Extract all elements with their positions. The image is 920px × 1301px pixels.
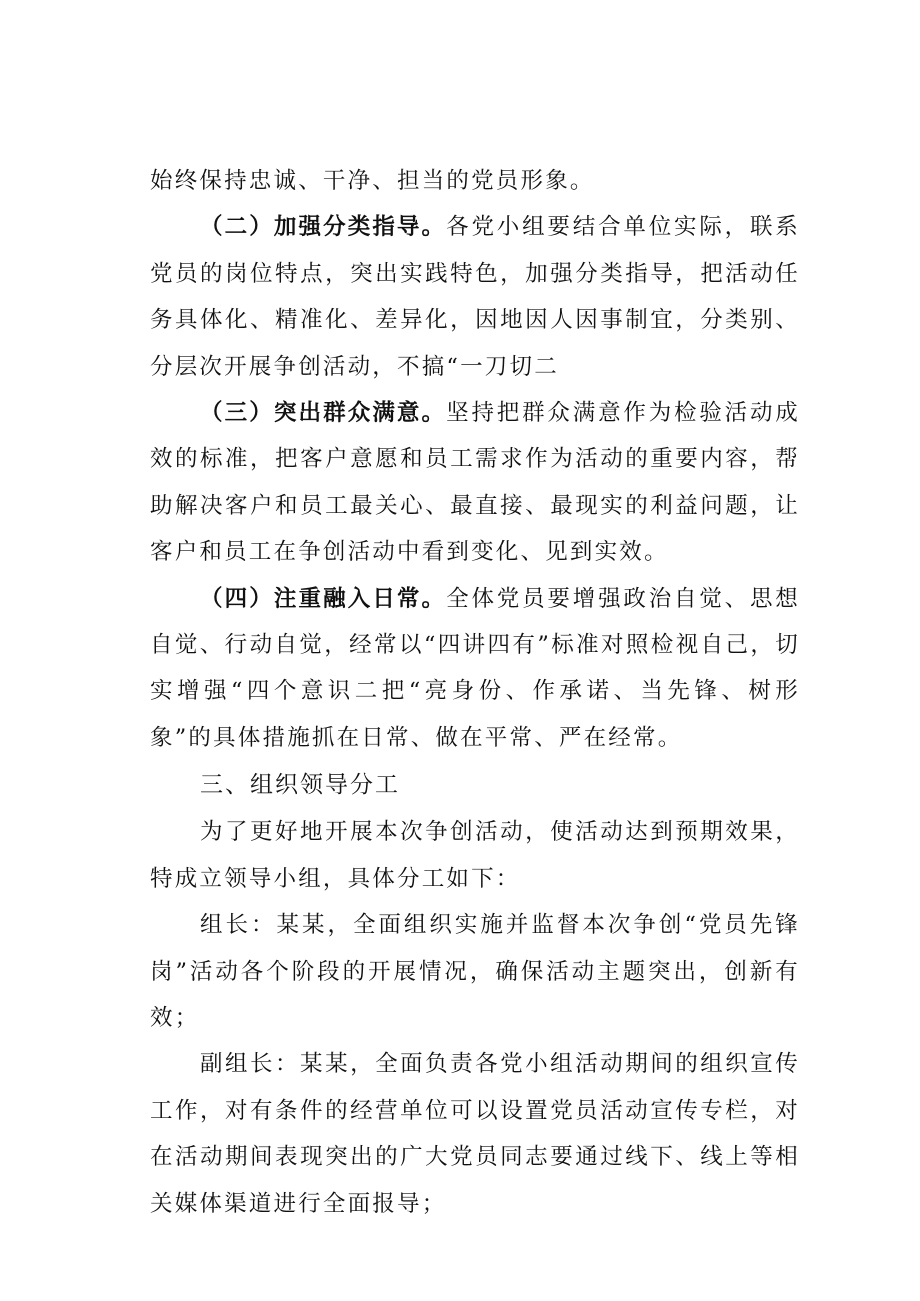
paragraph-continuation — [150, 158, 800, 204]
paragraph-text: 坚持把群众满意作为检验活动成效的标准，把客户意愿和员工需求作为活动的重要内容，帮助解决客户和员工最关心、最直接、最现实的利益问题，让客户和员工在争创活动中看到变化、见到实效。 — [150, 400, 800, 566]
paragraph-text: 副组长：某某，全面负责各党小组活动期间的组织宣传工作，对有条件的经营单位可以设置党员活动宣传专栏，对在活动期间表现突出的广大党员同志要通过线下、线上等相关媒体渠道进行全面报导； — [150, 1051, 800, 1217]
paragraph-heading: （四）注重融入日常。 — [200, 585, 447, 612]
document-body — [150, 158, 800, 1227]
paragraph-public-satisfaction — [150, 390, 800, 576]
paragraph-text: 组长：某某，全面组织实施并监督本次争创“党员先锋岗”活动各个阶段的开展情况，确保活动主题突出，创新有效； — [150, 912, 800, 1031]
paragraph-heading: （二）加强分类指导。 — [200, 214, 447, 241]
paragraph-heading: （三）突出群众满意。 — [200, 400, 447, 427]
paragraph-intro — [150, 809, 800, 902]
paragraph-deputy-leader — [150, 1041, 800, 1227]
paragraph-text: 始终保持忠诚、干净、担当的党员形象。 — [150, 168, 595, 194]
section-title: 三、组织领导分工 — [200, 772, 400, 799]
paragraph-text: 全体党员要增强政治自觉、思想自觉、行动自觉，经常以“四讲四有”标准对照检视自己，切实增强“四个意识二把“亮身份、作承诺、当先锋、树形象”的具体措施抓在日常、做在平常、严在经常。 — [150, 585, 800, 751]
paragraph-text: 为了更好地开展本次争创活动，使活动达到预期效果，特成立领导小组，具体分工如下： — [150, 819, 800, 892]
paragraph-classified-guidance — [150, 204, 800, 390]
paragraph-daily-integration — [150, 576, 800, 762]
paragraph-text: 各党小组要结合单位实际，联系党员的岗位特点，突出实践特色，加强分类指导，把活动任务具体化、精准化、差异化，因地因人因事制宜，分类别、分层次开展争创活动，不搞“一刀切二 — [150, 214, 800, 380]
paragraph-leader — [150, 902, 800, 1041]
